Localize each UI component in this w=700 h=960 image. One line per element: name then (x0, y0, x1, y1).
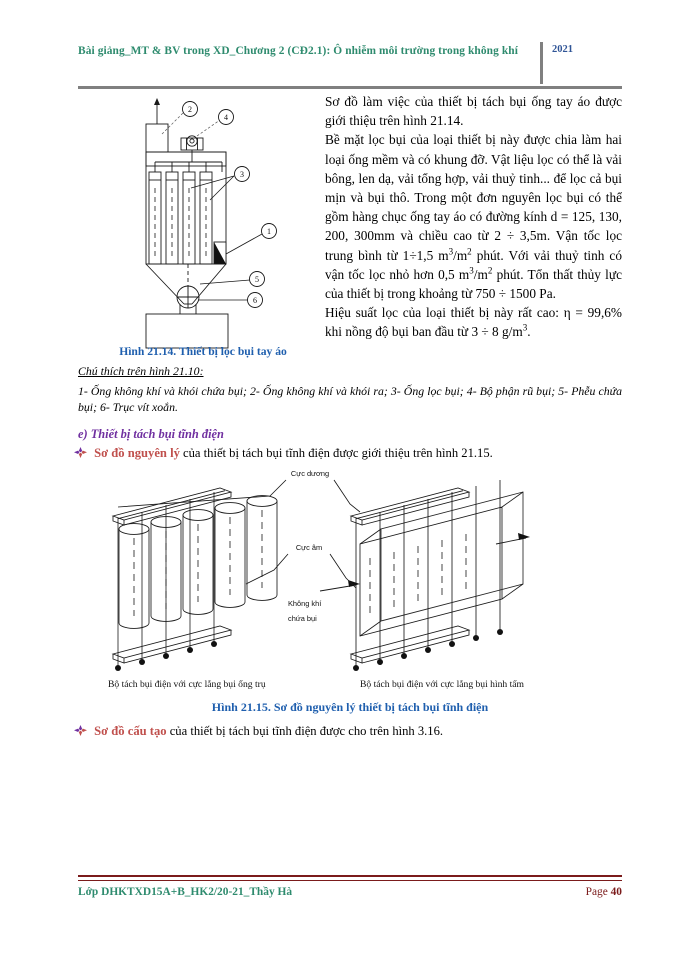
footer-left-text: Lớp DHKTXD15A+B_HK2/20-21_Thầy Hà (78, 886, 293, 898)
figure2-label-negative-electrode: Cực âm (295, 543, 323, 552)
figure1-callout-2: 2 (188, 105, 192, 114)
footer-page-word: Page (585, 886, 611, 898)
diamond-bullet-icon (74, 725, 87, 736)
header-title: Bài giảng_MT & BV trong XD_Chương 2 (CĐ2.1): Ô nhiễm môi trường trong không khí (78, 45, 518, 57)
figure1-callout-1: 1 (267, 227, 271, 236)
paragraph-1: Sơ đồ làm việc của thiết bị tách bụi ống tay áo được giới thiệu trên hình 21.14. (325, 94, 622, 129)
footer-rule-bottom (78, 880, 622, 881)
figure2-label-air-line1: Không khí (288, 599, 322, 608)
figure1-callout-5: 5 (255, 275, 259, 284)
section-e-heading: e) Thiết bị tách bụi tĩnh điện (78, 427, 224, 441)
figure2-sublabel-right: Bộ tách bụi điện với cực lắng bụi hình tấm (360, 679, 525, 690)
page-header (78, 44, 622, 86)
footer-rule-top (78, 875, 622, 877)
figure1-callout-6: 6 (253, 296, 257, 305)
bullet2-rest-text: của thiết bị tách bụi tĩnh điện được cho trên hình 3.16. (166, 724, 444, 738)
bullet2-strong-text: Sơ đồ cấu tạo (94, 724, 167, 738)
bullet1-strong-text: Sơ đồ nguyên lý (94, 446, 180, 460)
figure-bag-filter-diagram (122, 92, 312, 350)
bullet-item-construction-diagram (74, 723, 622, 740)
notes-heading: Chú thích trên hình 21.10: (78, 364, 204, 378)
figure2-sublabel-left: Bộ tách bụi điện với cực lắng bụi ống trụ (108, 679, 266, 690)
header-year: 2021 (552, 44, 573, 55)
figure-esp-diagram (98, 466, 638, 694)
notes-body: 1- Ống không khí và khói chứa bụi; 2- Ống không khí và khói ra; 3- Ống lọc bụi; 4- Bộ phận rũ bụi; 5- Phễu chứa bụi; 6- Trục vít xoắn. (78, 384, 622, 414)
footer-page-number: 40 (610, 886, 622, 898)
bullet-item-principle-diagram (74, 445, 622, 462)
figure1-caption: Hình 21.14. Thiết bị lọc bụi tay áo (119, 345, 287, 358)
footer-page-indicator (586, 886, 622, 898)
paragraph-2: Bề mặt lọc bụi của loại thiết bị này được chia làm hai loại ống mềm và có khung đỡ. Vật liệu lọc có thể là vải bông, len dạ, vải tổng hợp, vải thuỷ tinh... để lọc cả bụi mịn và bụi thô. Trong một đơn nguyên lọc bụi có thể gồm hàng chục ống tay áo có đường kính d = 125, 130, 200, 300mm và chiều cao từ 2 ÷ 3,5m. Vận tốc lọc trung bình từ 1÷1,5 $m^3/m^2$ phút. Với vải thuỷ tinh có vận tốc lọc nhỏ hơn 0,5 $m^3/m^2$ phút. Tổn thất thủy lực của thiết bị trong khoảng từ 750 ÷ 1500 Pa. (325, 132, 622, 302)
header-divider (540, 42, 543, 84)
body-text-column (325, 92, 622, 342)
header-rule (78, 86, 622, 89)
paragraph-3: Hiệu suất lọc của loại thiết bị này rất cao: η = 99,6% khi nồng độ bụi ban đầu từ 3 ÷ 8 $g/m^3$. (325, 305, 622, 340)
figure1-callout-3: 3 (240, 170, 244, 179)
figure1-callout-4: 4 (224, 113, 228, 122)
figure2-label-positive-electrode: Cực dương (290, 469, 330, 478)
figure2-caption: Hình 21.15. Sơ đồ nguyên lý thiết bị tách bụi tĩnh điện (211, 700, 489, 714)
bullet1-rest-text: của thiết bị tách bụi tĩnh điện được giới thiệu trên hình 21.15. (179, 446, 493, 460)
figure2-label-air-line2: chứa bụi (288, 614, 317, 623)
diamond-bullet-icon (74, 447, 87, 458)
